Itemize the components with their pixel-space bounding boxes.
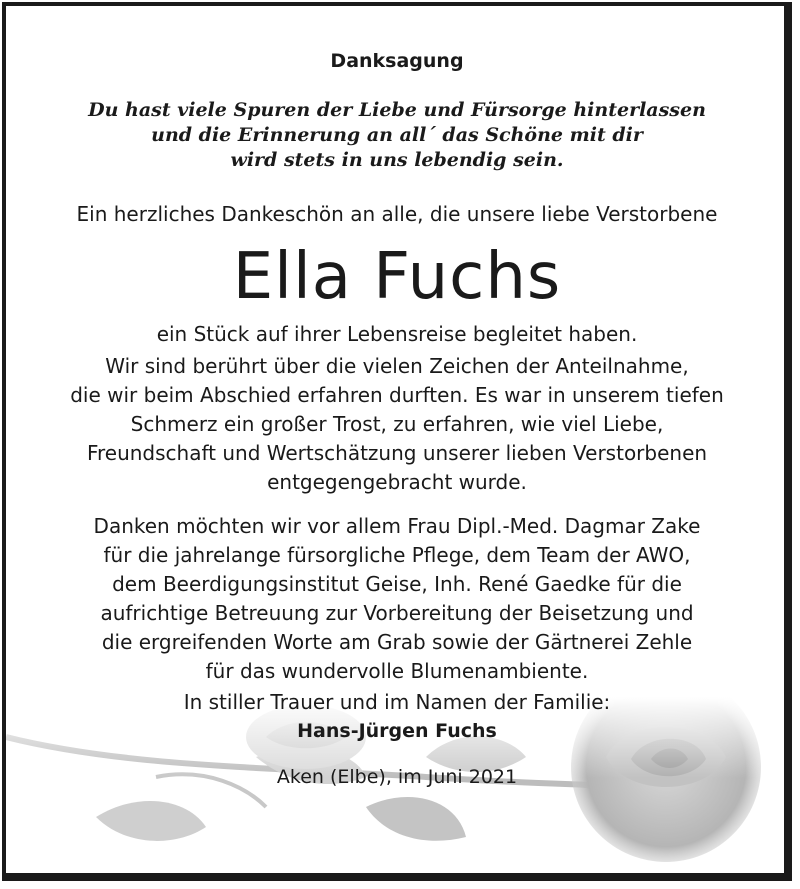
verse-line: wird stets in uns lebendig sein. bbox=[230, 149, 564, 171]
thanks-paragraph bbox=[6, 352, 788, 497]
text-line: aufrichtige Betreuung zur Vorbereitung der Beisetzung und bbox=[100, 601, 694, 625]
acknowledgements-paragraph bbox=[6, 512, 788, 686]
deceased-name: Ella Fuchs bbox=[232, 240, 562, 314]
text-line: dem Beerdigungsinstitut Geise, Inh. René Gaedke für die bbox=[112, 572, 682, 596]
closing-text bbox=[6, 688, 788, 717]
text-line: die wir beim Abschied erfahren durften. Es war in unserem tiefen bbox=[70, 383, 724, 407]
verse bbox=[6, 98, 788, 173]
text-line: Danken möchten wir vor allem Frau Dipl.-Med. Dagmar Zake bbox=[93, 514, 701, 538]
text-line: für das wundervolle Blumenambiente. bbox=[205, 659, 589, 683]
text-line: In stiller Trauer und im Namen der Familie: bbox=[183, 690, 611, 714]
text-line: ein Stück auf ihrer Lebensreise begleitet haben. bbox=[156, 322, 638, 346]
signer-name: Hans-Jürgen Fuchs bbox=[297, 720, 497, 742]
verse-line: Du hast viele Spuren der Liebe und Fürsorge hinterlassen bbox=[88, 99, 706, 121]
intro-text: Ein herzliches Dankeschön an alle, die unsere liebe Verstorbene bbox=[76, 202, 718, 226]
notice-frame bbox=[2, 2, 792, 881]
after-name-text bbox=[6, 320, 788, 349]
text-line: Freundschaft und Wertschätzung unserer lieben Verstorbenen bbox=[86, 441, 708, 465]
verse-line: und die Erinnerung an all´ das Schöne mit dir bbox=[151, 124, 643, 146]
text-line: die ergreifenden Worte am Grab sowie der Gärtnerei Zehle bbox=[101, 630, 693, 654]
text-line: entgegengebracht wurde. bbox=[267, 470, 527, 494]
text-line: Schmerz ein großer Trost, zu erfahren, wie viel Liebe, bbox=[130, 412, 664, 436]
place-date: Aken (Elbe), im Juni 2021 bbox=[276, 766, 518, 788]
notice-title: Danksagung bbox=[330, 50, 464, 72]
text-line: Wir sind berührt über die vielen Zeichen der Anteilnahme, bbox=[105, 354, 689, 378]
text-line: für die jahrelange fürsorgliche Pflege, dem Team der AWO, bbox=[103, 543, 691, 567]
